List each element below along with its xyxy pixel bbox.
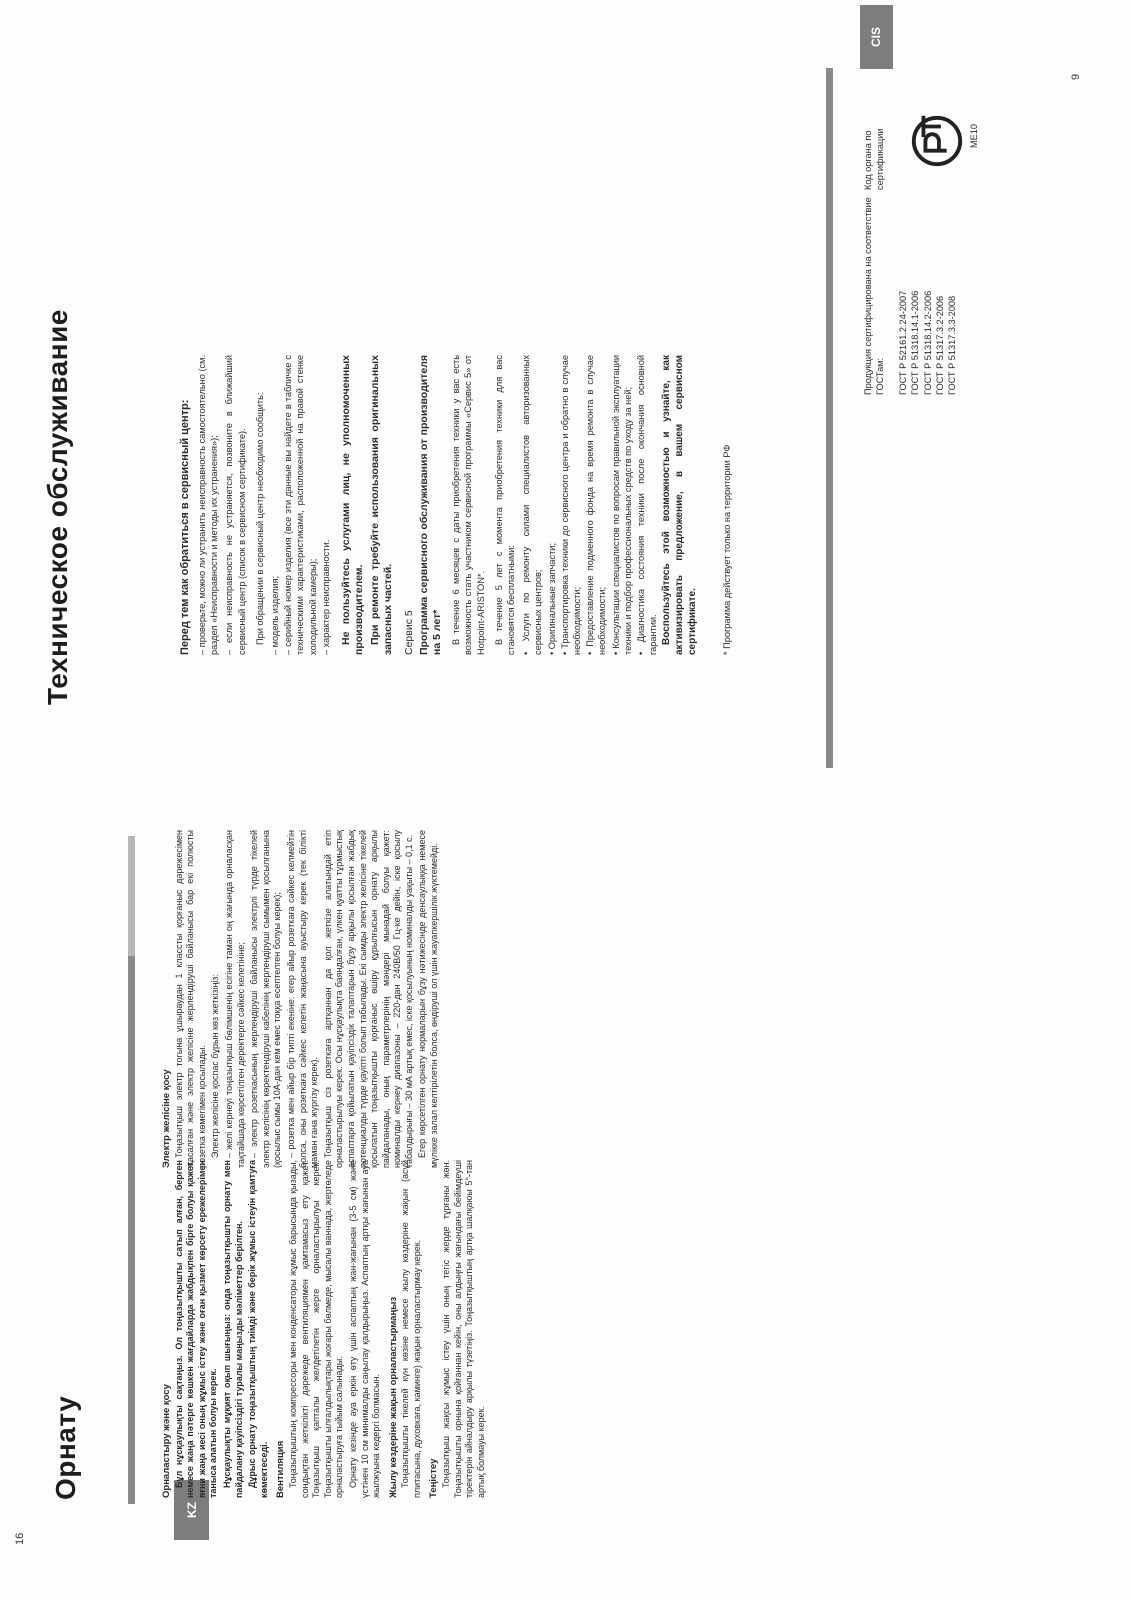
lang-tab-cis-label: CIS (869, 26, 884, 48)
paragraph: Орнату кезінде ауа еркін өту үшін аспаптың жан-жағынан (3-5 см) және үстінен 10 см минималды саңылау қалдырыңыз. Аспаптың артқы жағынан ауа жылжуына кедергі болмасын. (347, 1160, 382, 1498)
contact-info-list (269, 355, 332, 655)
gost-item: ГОСТ Р 51318.14.1-2006 (910, 290, 921, 395)
left-page-header-rule-light (128, 836, 135, 956)
right-page-number-text: 9 (1070, 73, 1082, 80)
free-services-list (520, 355, 659, 655)
list-item: • Транспортировка техники до сервисного центра и обратно в случае необходимости; (559, 355, 583, 655)
pct-certification-mark-icon (908, 112, 968, 182)
paragraph: Бұл нұсқаулықты сақтаңыз. Ол тоңазытқышты сатып алған, берген немесе жаңа пәтерге көшкен жағдайларда жабдықпен бірге болуы қажет, яғни жаңа иесі оның жұмыс істеу және оған қызмет көрсету ережелерімен танысa алатын болуы керек. (173, 1160, 219, 1498)
section-heading-heat-sources: Жылу көздеріне жақын орналастырмаңыз (387, 1296, 399, 1498)
paragraph: При обращении в сервисный центр необходимо сообщить: (254, 392, 265, 645)
paragraph: Егер көрсетілген орнату нормаларын бұзу нәтижесінде денсаулыққа немесе мүлікке залал келтірілетін болса, өндіруші ол үшін жауапкершілік жүктемейді. (417, 830, 440, 1168)
paragraph: Тоңазытқыш жақсы жұмыс істеу үшін оның тегіс жерде тұрғаны жөн. Тоңазытқышты орнына қойғаннан кейін, оны алдыңғы жағындағы бейімдеуші тіректерін айналдыру арқылы түзетіңіз. Тоңазытқыштың артқа шалқаюы 5°-тан артық болмауы керек. (441, 1160, 486, 1498)
warning-paragraph: Не пользуйтесь услугами лиц, не уполномоченных производителем. (340, 355, 366, 655)
section-heading-electrical: Электр желісіне қосу (161, 1069, 172, 1168)
certification-block (862, 195, 972, 395)
service-subheading: Программа сервисного обслуживания от производителя на 5 лет* (418, 355, 444, 655)
left-page-number-text: 16 (14, 1532, 26, 1545)
right-page-title-text: Техническое обслуживание (42, 309, 73, 705)
left-page-title-text: Орнату (50, 1395, 81, 1500)
paragraph: Тоңазытқыш сіз розеткаға артқаннан да қол жеткізе алатындай етіп орналастырылуы керек. Осы нұсқаулықта баяндалған, үлкен қуатты тұрмыстық аспаптарға қойылатын қауіпсіздік талаптарын бұзу арқылы қосылған жабдық потенциалды түрде қауіпті болып табылады. Екі сымды электр желісіне тікелей қосылатын тоңазытқышты қорғаныс өшіру құрылғысын орнату арқылы пайдаланады, оның параметрлерінің мәндері мынадай болуы қажет: номиналды кернеу диапазоны – 220-дан 240В/50 Гц-ке дейін, іске қосылу табалдырығы – 30 мА артық емес, іске қосылуының номиналды уақыты – 0,1 с. (322, 830, 414, 1168)
list-item: – модель изделия; (270, 575, 281, 655)
gost-item: ГОСТ Р 51317.3.3-2008 (947, 295, 958, 395)
gost-item: ГОСТ Р 51318.14.2-2006 (922, 290, 933, 395)
section-heading-leveling: Теңістеу (428, 1458, 440, 1498)
paragraph: Тоңазытқыштың компрессоры мен конденсаторы жұмыс барысында қызады, сондықтан жеткілікті дәрежеде вентиляциямен қамтамасыз ету қажет. Тоңазытқыш қапталы желдетілетін жерге орналастырылуы керек. Тоңазытқышты ылғалдылықтары жоғары бөлмеде, мысалы ваннада, жертөледе орналастыруға тыйым салынады. (287, 1160, 345, 1498)
paragraph: Электр желісіне қоспас бұрын көз жеткізіңіз: (210, 973, 221, 1158)
list-item: • Предоставление подменного фонда на время ремонта в случае необходимости; (585, 355, 608, 655)
paragraph: – проверьте, можно ли устранить неисправность самостоятельно (см. раздел «Неисправности и методы их устранения»); (197, 355, 220, 655)
list-item: • Услуги по ремонту силами специалистов авторизованных сервисных центров; (521, 355, 544, 655)
right-main-column (178, 355, 988, 655)
paragraph: В течение 5 лет с момента приобретения техники для вас становятся бесплатными: (493, 355, 517, 655)
warning-paragraph: При ремонте требуйте использования оригинальных запасных частей. (369, 355, 395, 655)
list-item: – серийный номер изделия (все эти данные вы найдете в табличке с техническими характеристиками, расположенной на правой стенке холодильной камеры); (283, 355, 318, 655)
cta-paragraph: Воспользуйтесь этой возможностью и узнайте, как активизировать предложение, в вашем сервисном сертификате. (661, 355, 699, 655)
right-page-number (1070, 40, 1086, 80)
lang-tab-kz-label: KZ (184, 1502, 199, 1518)
paragraph: – розетка мен айыр бір типті екеніне: егер айыр розеткаға сәйкес келмейтін болса, оны розеткаға сәйкес келетін жаңасына ауыстыру керек (тек білікті маман ғана жүргізу керек). (285, 830, 320, 1168)
gost-list (897, 195, 959, 395)
list-item: • Оригинальные запчасти; (546, 543, 557, 655)
list-item: • Консультации специалистов по вопросам правильной эксплуатации техники и подбор профессиональных средств по уходу за ней; (610, 355, 633, 655)
cert-heading: Продукция сертифицирована на соответствие ГОСТам: (863, 197, 886, 395)
lang-tab-cis (860, 5, 893, 69)
gost-item: ГОСТ Р 52161.2.24-2007 (897, 290, 908, 395)
cert-org-label (862, 90, 902, 190)
left-col-1 (156, 1160, 746, 1498)
section-heading-ventilation: Вентиляция (275, 1440, 287, 1498)
left-page-number (14, 1505, 30, 1545)
list-item: – характер неисправности. (320, 539, 331, 655)
paragraph: Тоңазытқыш электр тогына ұшыраудан 1 классты қорғаныс дәрежесімен жасалған және электр желісіне жерлендіруші байланысы бар екі полюсты розетка көмегімен қосылады. (173, 830, 207, 1168)
cert-org-code-text: МЕ10 (969, 123, 979, 148)
paragraph: Тоңазытқышты тікелей күн көзіне немесе жылу көздеріне жақын (асүй плитасына, духовкаға, каминге) жақын орналастырмау керек. (400, 1160, 422, 1498)
cert-org-code (968, 108, 984, 148)
right-page-title (42, 309, 84, 705)
paragraph: Нұсқаулықты мұқият оқып шығыңыз: онда тоңазытқышты орнату мен пайдалану қауіпсіздігі туралы маңызды мәліметтер берілген. (221, 1160, 244, 1498)
cert-org-label-text: Код органа по сертификации (863, 128, 886, 190)
gost-item: ГОСТ Р 51317.3.2-2006 (935, 295, 946, 395)
paragraph: Дұрыс орнату тоңазытқыштың тиімді және берік жұмыс істеуін қамтуға көмектеседі. (247, 1160, 269, 1498)
paragraph: – электр розеткасының жерлендіруші байланысы электрлі түрде тікелей электр желісінің көректендіруші кабелінің жерлендіруші сымымен қосылғанына (қосылыс сымы 10А-дан кем емес тоққа есептелген болуы керек); (249, 830, 283, 1168)
list-item: • Диагностика состояния техники после окончания основной гарантии. (636, 355, 659, 655)
service-heading: Сервис 5 (403, 610, 416, 655)
left-page-title (50, 1200, 90, 1500)
before-service-heading: Перед тем как обратиться в сервисный центр: (179, 399, 191, 655)
paragraph: – желі кернеуі тоңазытқыш бөлімшенің есігіне таман оң жағында орналасқан тақтайшада көрсетілген деректерге сәйкес келетініне; (223, 830, 246, 1168)
paragraph: В течение 6 месяцев с даты приобретения техники у вас есть возможность стать участником сервисной программы «Сервис 5» от Hotpoint-ARISTON*. (451, 355, 486, 655)
left-col-2 (156, 830, 756, 1168)
paragraph: – если неисправность не устраняется, позвоните в ближайший сервисный центр (список в сервисном сертификате). (224, 355, 247, 655)
section-heading-placement: Орналастыру және қосу (161, 1384, 172, 1498)
footnote: * Программа действует только на территории РФ (722, 444, 733, 655)
